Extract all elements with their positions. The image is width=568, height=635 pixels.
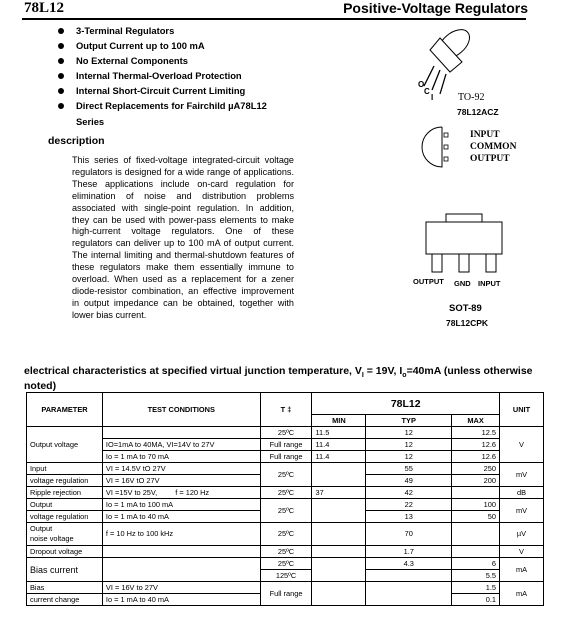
cell-max: 12.6	[452, 439, 500, 451]
sot89-package-label: SOT-89	[449, 303, 482, 314]
cell-param: voltage regulation	[27, 511, 103, 523]
cell-typ: 4.3	[366, 558, 452, 570]
cell-min: 11.4	[312, 439, 366, 451]
cell-cond	[102, 546, 260, 558]
cell-cond: Io = 1 mA to 40 mA	[102, 594, 260, 606]
description-title: description	[48, 135, 105, 147]
cell-tj: 25ºC	[260, 463, 312, 487]
header-rule	[22, 18, 526, 20]
header-typ: TYP	[366, 415, 452, 427]
cell-cond: f = 10 Hz to 100 kHz	[102, 523, 260, 546]
cell-max	[452, 523, 500, 546]
cell-param: Input	[27, 463, 103, 475]
cell-unit: mV	[500, 499, 544, 523]
cell-typ: 12	[366, 427, 452, 439]
cell-tj: 25ºC	[260, 427, 312, 439]
cell-cond: VI = 16V to 27V	[102, 582, 260, 594]
table-row	[27, 546, 544, 558]
sot89-pin-input: INPUT	[478, 279, 501, 288]
cell-typ: 42	[366, 487, 452, 499]
table-row	[27, 523, 544, 546]
cell-typ: 55	[366, 463, 452, 475]
cell-typ: 49	[366, 475, 452, 487]
header-parameter: PARAMETER	[27, 393, 103, 427]
table-header-row	[27, 393, 544, 415]
to92-pin-c: C	[424, 87, 430, 96]
cell-max: 12.5	[452, 427, 500, 439]
sot89-part-label: 78L12CPK	[446, 318, 489, 328]
cell-min: 37	[312, 487, 366, 499]
table-row	[27, 451, 544, 463]
cell-typ: 12	[366, 451, 452, 463]
sot89-pin-gnd: GND	[454, 279, 471, 288]
cell-max: 100	[452, 499, 500, 511]
cell-tj: 25ºC	[260, 546, 312, 558]
table-row	[27, 558, 544, 570]
cell-unit: dB	[500, 487, 544, 499]
cell-min	[312, 582, 366, 606]
cell-param: Ripple rejection	[27, 487, 103, 499]
feature-item-continued: Series	[76, 116, 105, 127]
cell-max: 6	[452, 558, 500, 570]
part-number: 78L12	[24, 0, 65, 16]
feature-item: 3-Terminal Regulators	[56, 26, 267, 41]
feature-item: No External Components	[56, 56, 267, 71]
cell-tj: 25ºC	[260, 487, 312, 499]
cell-typ	[366, 582, 452, 606]
cell-param: Output	[27, 499, 103, 511]
cell-typ: 12	[366, 439, 452, 451]
cell-param: Bias current	[27, 558, 103, 582]
cell-max	[452, 487, 500, 499]
cell-typ: 1.7	[366, 546, 452, 558]
header-tj: T ‡	[260, 393, 312, 427]
table-row	[27, 427, 544, 439]
feature-item: Direct Replacements for Fairchild µA78L12	[56, 101, 267, 116]
cell-tj: Full range	[260, 439, 312, 451]
cell-max	[452, 546, 500, 558]
cell-tj: 125ºC	[260, 570, 312, 582]
cell-unit: mA	[500, 582, 544, 606]
header-unit: UNIT	[500, 393, 544, 427]
header-max: MAX	[452, 415, 500, 427]
to92-part-label: 78L12ACZ	[457, 107, 499, 117]
cell-cond: Io = 1 mA to 100 mA	[102, 499, 260, 511]
cell-cond: VI =15V to 25V, f = 120 Hz	[102, 487, 260, 499]
cell-cond: Io = 1 mA to 70 mA	[102, 451, 260, 463]
cell-cond: VI = 16V tO 27V	[102, 475, 260, 487]
cell-tj: Full range	[260, 582, 312, 606]
sot89-pin-output: OUTPUT	[413, 277, 444, 286]
cell-tj: Full range	[260, 451, 312, 463]
cell-max: 250	[452, 463, 500, 475]
cell-min: 11.5	[312, 427, 366, 439]
cell-tj: 25ºC	[260, 558, 312, 570]
cell-max: 1.5	[452, 582, 500, 594]
cell-cond	[102, 558, 260, 582]
table-row	[27, 487, 544, 499]
cell-min	[312, 523, 366, 546]
electrical-characteristics-table	[26, 392, 544, 606]
cell-max: 200	[452, 475, 500, 487]
sot89-package-drawing	[416, 206, 512, 274]
cell-typ: 22	[366, 499, 452, 511]
cell-param: Output noise voltage	[27, 523, 103, 546]
cell-max: 0.1	[452, 594, 500, 606]
cell-unit: µV	[500, 523, 544, 546]
table-row	[27, 499, 544, 511]
cell-min	[312, 499, 366, 523]
to92-pin-output: OUTPUT	[470, 154, 510, 164]
table-row	[27, 463, 544, 475]
cell-min	[312, 463, 366, 487]
header-test-conditions: TEST CONDITIONS	[102, 393, 260, 427]
cell-min	[312, 546, 366, 558]
to92-pin-i: I	[431, 93, 434, 102]
cell-param: Bias	[27, 582, 103, 594]
cell-typ: 70	[366, 523, 452, 546]
description-body: This series of fixed-voltage integrated-circuit voltage regulators is designed for a wide range of applications. These applications include on-card regulation for elimination of noise and distribution problems associated with single-point regulation. In addition, they can be used with power-pass elements to make high-current voltage regulators. One of these regulators can deliver up to 100 mA of output current. The internal limiting and thermal-shutdown features of these regulators make them essentially immune to overload. When used as a replacement for a zener diode-resistor combination, an effective improvement in output impedance can be obtained, together with lower bias current.	[72, 155, 294, 320]
cell-param: Dropout voltage	[27, 546, 103, 558]
page-title: Positive-Voltage Regulators	[343, 0, 528, 16]
to92-package-label: TO-92	[458, 92, 485, 103]
to92-pin-o: O	[418, 80, 425, 89]
ec-title: electrical characteristics at specified virtual junction temperature, $V_I = 19V$, $I_o=40mA$ (unless otherwise noted)	[24, 365, 533, 393]
cell-param: Output voltage	[27, 427, 103, 463]
cell-max: 50	[452, 511, 500, 523]
table-row	[27, 582, 544, 594]
cell-typ: 13	[366, 511, 452, 523]
to92-bottom-view	[420, 126, 464, 168]
cell-cond	[102, 427, 260, 439]
header-min: MIN	[312, 415, 366, 427]
cell-tj: 25ºC	[260, 499, 312, 523]
cell-unit: mA	[500, 558, 544, 582]
table-row	[27, 439, 544, 451]
feature-item: Internal Thermal-Overload Protection	[56, 71, 267, 86]
to92-pin-common: COMMON	[470, 142, 517, 152]
cell-tj: 25ºC	[260, 523, 312, 546]
cell-typ	[366, 570, 452, 582]
cell-unit: V	[500, 546, 544, 558]
to92-pin-input: INPUT	[470, 130, 500, 140]
cell-param: current change	[27, 594, 103, 606]
cell-max: 12.6	[452, 451, 500, 463]
cell-unit: mV	[500, 463, 544, 487]
feature-list	[56, 26, 267, 116]
cell-cond: Io = 1 mA to 40 mA	[102, 511, 260, 523]
cell-param: voltage regulation	[27, 475, 103, 487]
cell-unit: V	[500, 427, 544, 463]
cell-min	[312, 558, 366, 582]
header-part: 78L12	[312, 393, 500, 415]
feature-item: Output Current up to 100 mA	[56, 41, 267, 56]
cell-max: 5.5	[452, 570, 500, 582]
cell-cond: IO=1mA to 40MA, VI=14V to 27V	[102, 439, 260, 451]
feature-item: Internal Short-Circuit Current Limiting	[56, 86, 267, 101]
cell-cond: VI = 14.5V tO 27V	[102, 463, 260, 475]
cell-min: 11.4	[312, 451, 366, 463]
